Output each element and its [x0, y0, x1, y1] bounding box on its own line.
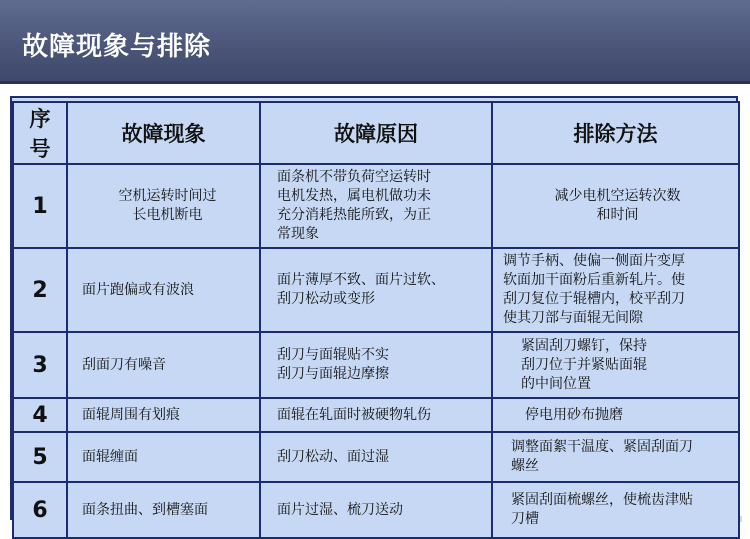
row-number: 1 [13, 164, 67, 248]
fix-line: 刮刀复位于辊槽内，校平刮刀 [503, 291, 685, 307]
table-row [13, 482, 739, 538]
symptom-line: 空机运转时间过 [118, 188, 217, 204]
fix-cell [492, 482, 739, 538]
cause-line: 刮刀松动或变形 [277, 291, 375, 307]
symptom-line: 面辊周围有划痕 [82, 406, 180, 423]
row-number: 2 [13, 248, 67, 332]
fix-line: 调节手柄、使偏一侧面片变厚 [503, 253, 685, 269]
cause-line: 面辊在轧面时被硬物轧伤 [277, 406, 431, 423]
cause-line: 常现象 [277, 226, 319, 242]
symptom-cell [67, 332, 260, 398]
row-number: 6 [13, 482, 67, 538]
fix-line: 的中间位置 [521, 375, 591, 392]
page-title: 故障现象与排除 [22, 32, 212, 62]
symptom-line: 面辊缠面 [82, 448, 138, 465]
fault-table [12, 101, 740, 539]
row-number: 4 [13, 398, 67, 432]
fix-line: 停电用砂布抛磨 [525, 406, 623, 423]
fix-line: 螺丝 [511, 458, 539, 474]
header-cause: 故障原因 [260, 102, 492, 164]
symptom-cell [67, 432, 260, 482]
table-row [13, 398, 739, 432]
header-band [0, 0, 750, 84]
fix-line: 刀槽 [511, 511, 539, 527]
cause-cell [260, 248, 492, 332]
fix-cell [492, 432, 739, 482]
cause-cell [260, 432, 492, 482]
cause-cell [260, 164, 492, 248]
cause-line: 面条机不带负荷空运转时 [277, 169, 431, 185]
cause-line: 面片过湿、梳刀送动 [277, 501, 403, 518]
cause-cell [260, 398, 492, 432]
symptom-cell [67, 164, 260, 248]
cause-line: 刮刀松动、面过湿 [277, 448, 389, 465]
row-number: 3 [13, 332, 67, 398]
symptom-line: 面条扭曲、到槽塞面 [82, 501, 208, 518]
table-row [13, 248, 739, 332]
symptom-cell [67, 248, 260, 332]
fix-cell [492, 398, 739, 432]
symptom-cell [67, 398, 260, 432]
fix-line: 和时间 [596, 207, 639, 223]
cause-line: 刮刀与面辊边摩擦 [277, 366, 389, 382]
fix-cell [492, 332, 739, 398]
cause-cell [260, 332, 492, 398]
fix-line: 紧固刮面梳螺丝，使梳齿津贴 [511, 492, 693, 508]
fix-line: 刮刀位于并紧贴面辊 [521, 356, 647, 373]
fix-line: 减少电机空运转次数 [554, 188, 681, 204]
symptom-cell [67, 482, 260, 538]
symptom-line: 刮面刀有噪音 [82, 356, 166, 373]
fix-cell [492, 248, 739, 332]
cause-cell [260, 482, 492, 538]
fix-cell [492, 164, 739, 248]
header-symptom: 故障现象 [67, 102, 260, 164]
cause-line: 充分消耗热能所致，为正 [277, 207, 431, 223]
header-number: 序号 [13, 102, 67, 164]
table-row [13, 332, 739, 398]
cause-line: 刮刀与面辊贴不实 [277, 347, 389, 363]
cause-line: 面片薄厚不致、面片过软、 [277, 272, 445, 288]
table-row [13, 164, 739, 248]
symptom-line: 长电机断电 [132, 207, 203, 223]
row-number: 5 [13, 432, 67, 482]
cause-line: 电机发热，属电机做功未 [277, 188, 431, 204]
fix-line: 调整面絮干温度、紧固刮面刀 [511, 439, 693, 455]
table-row [13, 432, 739, 482]
fix-line: 软面加干面粉后重新轧片。使 [503, 272, 685, 288]
fix-line: 使其刀部与面辊无间隙 [503, 310, 643, 326]
symptom-line: 面片跑偏或有波浪 [82, 281, 194, 298]
header-fix: 排除方法 [492, 102, 739, 164]
fix-line: 紧固刮刀螺钉，保持 [521, 337, 647, 354]
table-header-row [13, 102, 739, 164]
